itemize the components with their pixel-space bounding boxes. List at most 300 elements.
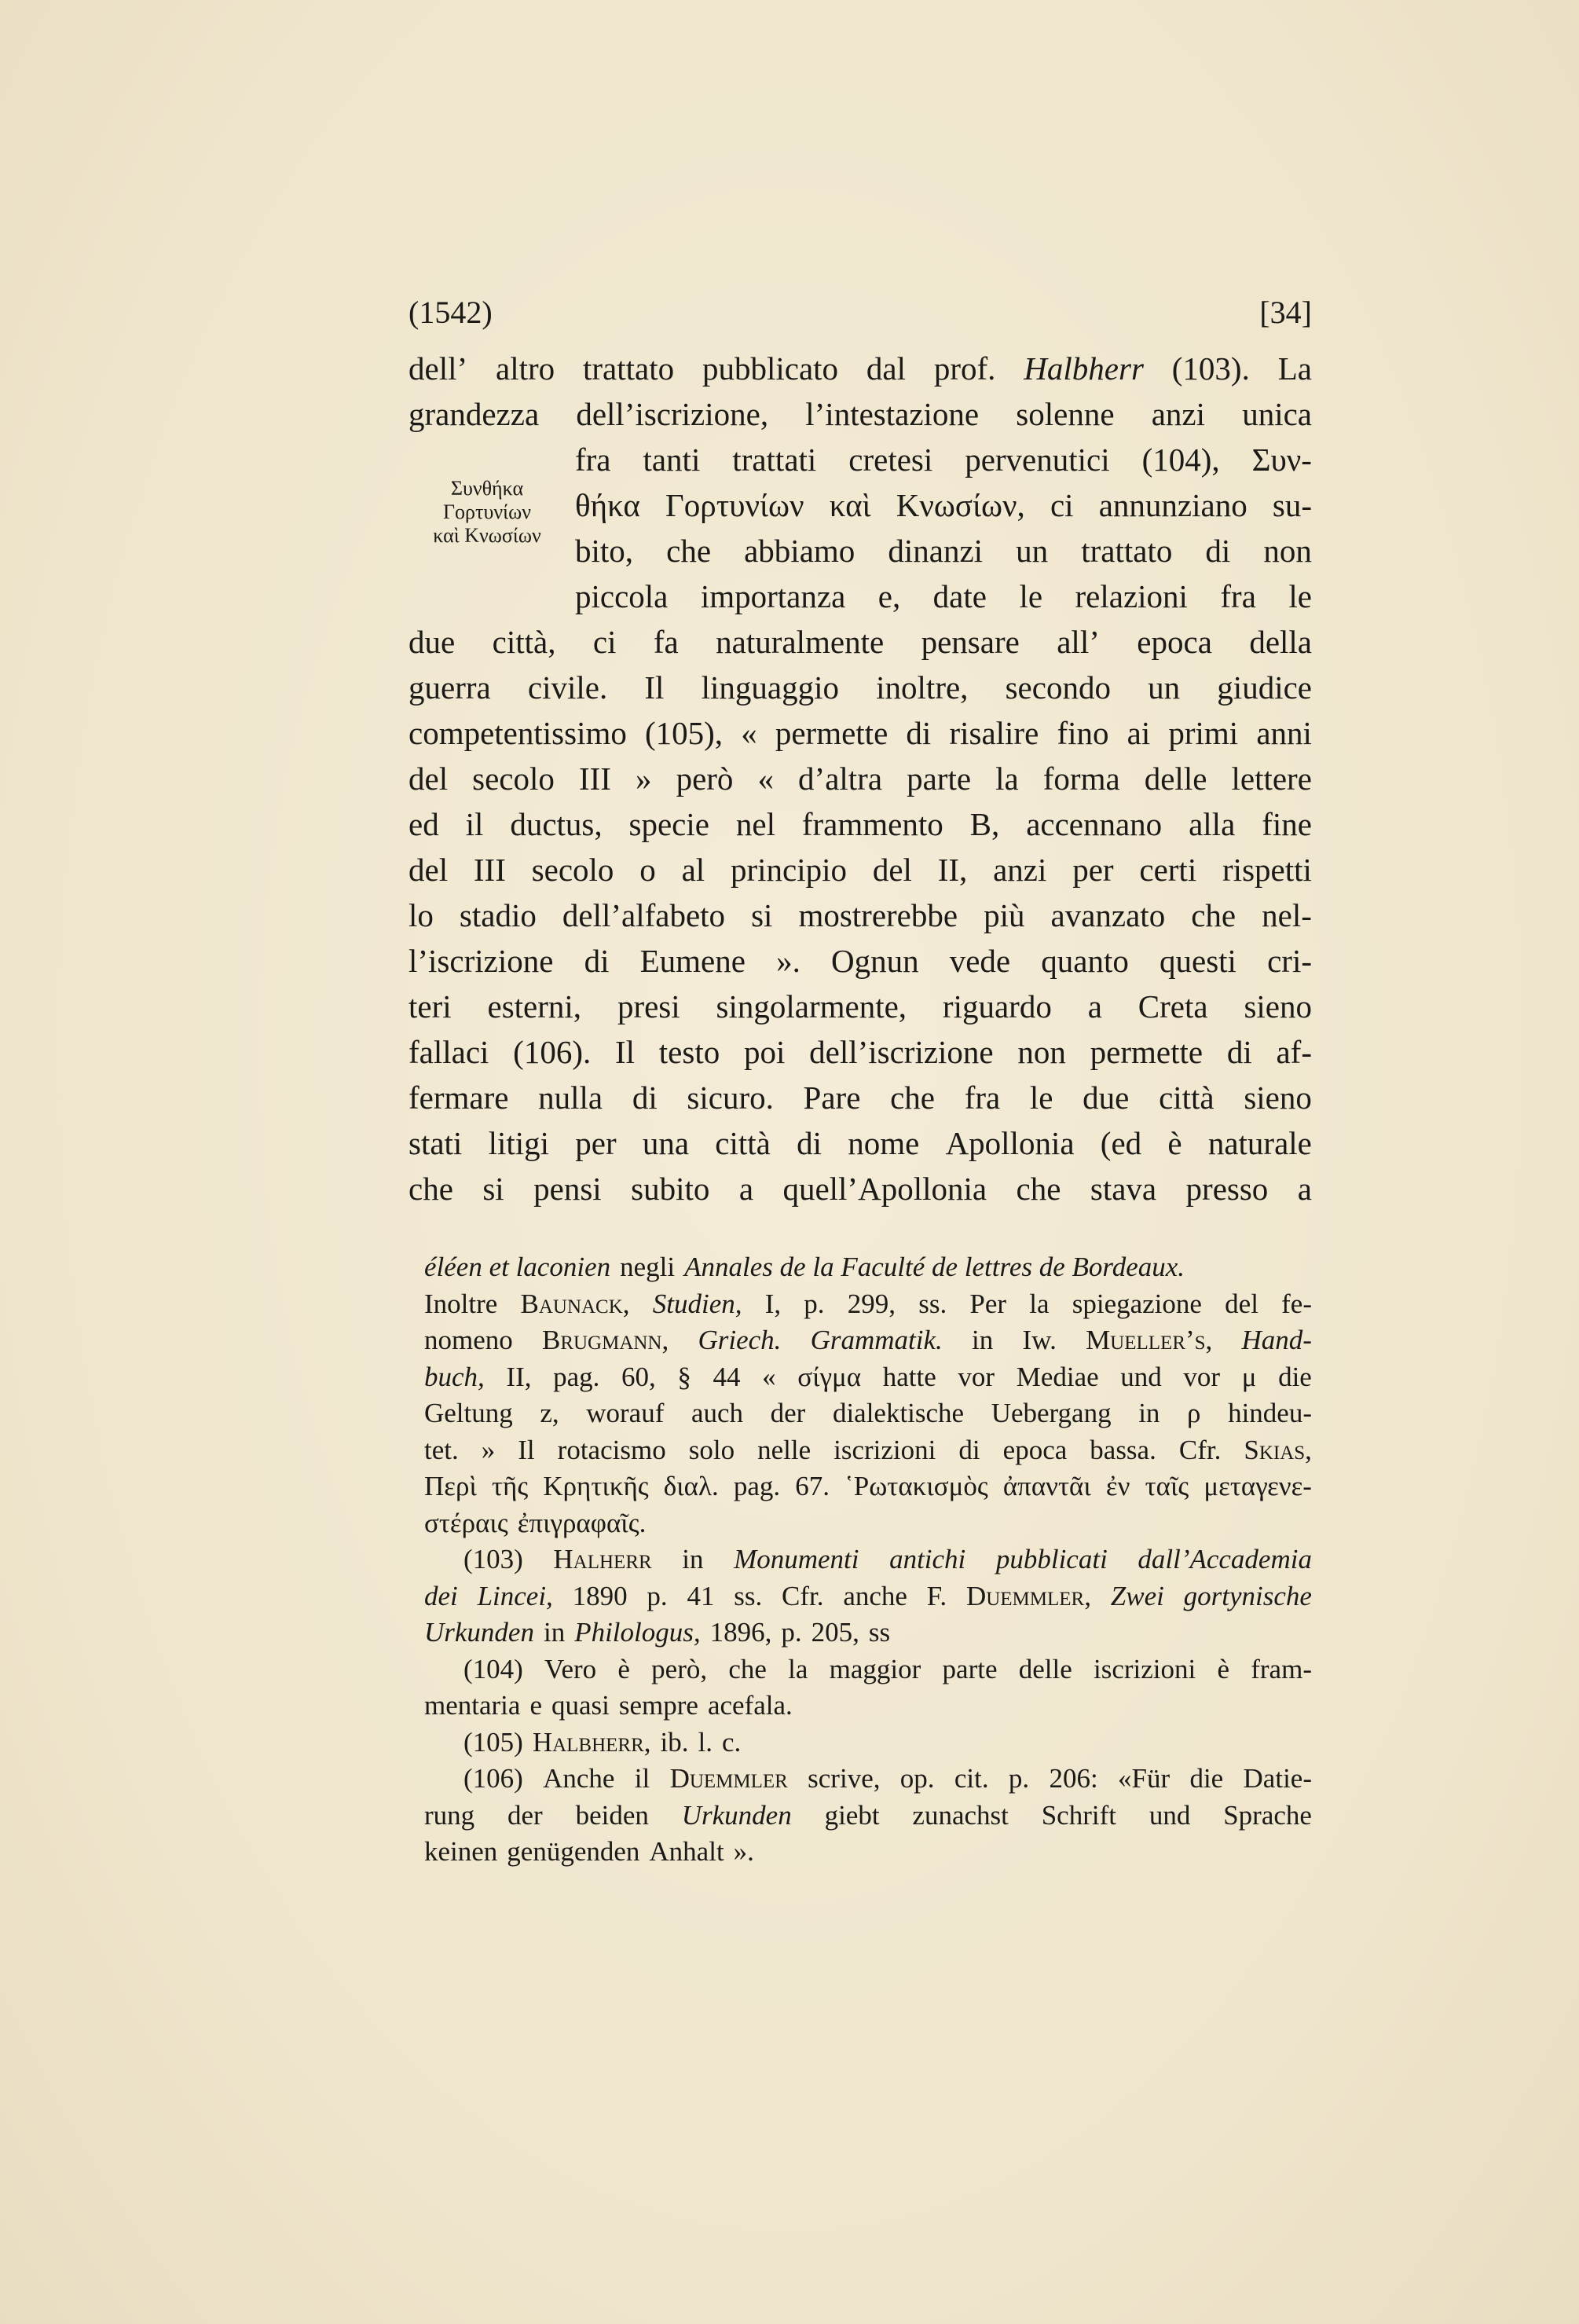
footnote-line [463,1651,1312,1688]
word: specie [628,806,709,842]
word: annunziano [1098,487,1247,523]
word: hatte [882,1361,936,1392]
word: Il [614,1034,636,1070]
word: Zwei [1110,1580,1164,1611]
word: z, [540,1398,559,1428]
word: Il [644,669,665,706]
word: buch, [424,1361,485,1392]
word: risalire [949,715,1039,751]
word: ib. [660,1726,689,1758]
word: μεταγενε- [1203,1471,1312,1501]
word: a [1297,1171,1312,1207]
word: (103). [1171,350,1250,387]
word: F. [926,1580,947,1611]
word: teri [408,988,452,1025]
word: quasi [551,1690,610,1721]
word: I, [764,1288,782,1319]
word: dell’iscrizione [809,1034,994,1070]
word: gortynische [1183,1580,1312,1611]
word: un [1016,533,1049,569]
word: però, [651,1653,708,1684]
word: la [1029,1288,1050,1319]
word: mentaria [424,1690,521,1721]
word: è [1167,1125,1182,1161]
word: secolo [531,852,614,888]
word: pervenutici [965,442,1110,478]
footnote-line [424,1578,1312,1615]
word: certi [1139,852,1197,888]
word: le [1288,578,1312,614]
word: Duemmler, [965,1580,1091,1611]
word: unica [1242,396,1312,432]
word: nel- [1262,897,1312,933]
word: ταῖς [1145,1471,1189,1501]
word: sempre [618,1690,698,1721]
word: nulla [538,1080,603,1116]
word: fermare [408,1080,509,1116]
word: del [408,852,449,888]
footnotes [424,1249,1312,1871]
word: διαλ. [663,1471,719,1501]
word: Datie- [1243,1763,1312,1794]
word: ». [733,1836,754,1867]
footnote-line [424,1359,1312,1396]
word: keinen [424,1836,498,1867]
word: testo [658,1034,720,1070]
word: naturalmente [716,624,885,660]
word: Mueller’s, [1086,1325,1213,1355]
word: nome [848,1125,920,1161]
word: Grammatik. [810,1325,943,1355]
word: parte [942,1653,998,1684]
word: 67. [795,1471,830,1501]
word: piccola [575,578,669,614]
word: Hand- [1241,1325,1312,1355]
word: città [1159,1080,1214,1116]
word: 1896, [709,1617,772,1648]
text-line [408,984,1312,1029]
word: sieno [1244,988,1312,1025]
word: 205, [811,1617,859,1648]
word: auch [691,1398,744,1428]
word: per [575,1125,617,1161]
word: però [676,761,734,797]
word: ἐν [1105,1471,1130,1501]
word: del [1225,1288,1258,1319]
word: pag. [733,1471,781,1501]
word: rung [424,1799,475,1831]
word: (104) [463,1653,523,1684]
word: dall’Accademia [1138,1544,1312,1574]
word: accennano [1026,806,1163,842]
word: acefala. [707,1690,793,1721]
footnote-line [424,1798,1312,1835]
word: permette [1090,1034,1203,1070]
word: trattati [732,442,817,478]
footnote-line [424,1395,1312,1432]
word: nel [735,806,775,842]
word: § [677,1361,691,1392]
word: Περὶ [424,1471,477,1501]
word: esterni, [487,988,582,1025]
word: in [972,1325,994,1355]
text-line [408,1075,1312,1120]
text-line [408,801,1312,847]
word: di [632,1080,658,1116]
word: 206: [1049,1763,1098,1794]
word: dei [424,1580,458,1611]
word: epoca [1137,624,1212,660]
footnote-line [424,1468,1312,1505]
word: del [872,852,912,888]
word: καὶ [829,487,871,523]
word: beiden [575,1799,649,1831]
word: ἀπαντᾶι [1002,1471,1091,1501]
word: che [728,1653,767,1684]
text-line [408,756,1312,801]
word: anzi [1151,396,1206,432]
word: che [1191,897,1236,933]
word: è [617,1653,630,1684]
word: in [682,1544,704,1574]
word: è [1217,1653,1230,1684]
text-line [408,710,1312,756]
word: στέραις [424,1507,508,1538]
word: 299, [847,1288,896,1319]
word: Griech. [698,1325,782,1355]
word: und [1120,1361,1162,1392]
footnote-line [424,1505,1312,1542]
word: c. [721,1726,742,1758]
word: ρ [1187,1398,1201,1428]
word: forma [1042,761,1120,797]
word: principio [730,852,847,888]
word: parte [907,761,972,797]
word: II, [937,852,968,888]
word: le [1019,578,1043,614]
word: Apollonia [945,1125,1075,1161]
word: p. [804,1288,825,1319]
word: poi [743,1034,786,1070]
word: antichi [889,1544,966,1574]
word: lo [408,897,434,933]
word: o [639,852,656,888]
word: ss. [918,1288,947,1319]
word: maggior [829,1653,921,1684]
word: zunachst [912,1799,1009,1831]
text-line [575,574,1312,619]
text-line [408,1029,1312,1075]
text-line [408,1166,1312,1211]
word: dell’iscrizione, [576,396,769,432]
word: prof. [933,350,996,387]
word: éléen et laconien [424,1252,611,1282]
word: non [1263,533,1312,569]
word: genügenden [507,1836,640,1867]
word: hindeu- [1228,1398,1312,1428]
word: fallaci [408,1034,489,1070]
word: Baunack, [520,1288,630,1319]
word: relazioni [1075,578,1188,614]
word: presso [1185,1171,1269,1207]
margin-line: καὶ Κνωσίων [433,524,541,547]
word: quell’Apollonia [782,1171,987,1207]
word: der [770,1398,806,1428]
footnote-line [424,1688,1312,1725]
word: singolarmente, [716,988,907,1025]
word: di [1205,533,1231,569]
word: Halbherr, [532,1726,651,1758]
word: cri- [1267,943,1312,979]
word: solo [688,1434,735,1465]
page-number-left: (1542) [408,295,493,330]
margin-line: Συνθήκα [450,477,524,500]
word: die [1278,1361,1312,1392]
word: « [757,761,774,797]
word: questi [1160,943,1236,979]
word: dell’alfabeto [562,897,726,933]
word: scrive, [808,1763,881,1794]
word: Annales de la Faculté de lettres de Bordeaux. [684,1252,1185,1282]
word: Ognun [830,943,919,979]
word: (105) [463,1726,523,1758]
word: fe- [1281,1288,1312,1319]
word: μ [1241,1361,1257,1392]
word: solenne [1016,396,1115,432]
word: secondo [1005,669,1111,706]
word: cretesi [848,442,933,478]
word: τῆς [491,1471,529,1501]
word: Monumenti [734,1544,859,1574]
word: altro [496,350,555,387]
word: (105), [645,715,724,751]
word: Iw. [1022,1325,1057,1355]
word: all’ [1057,624,1100,660]
word: giudice [1217,669,1312,706]
word: giebt [824,1799,880,1831]
word: città, [492,624,556,660]
footnote-line [463,1541,1312,1578]
word: Skias, [1244,1434,1312,1465]
word: fra [575,442,611,478]
word: die [1189,1763,1224,1794]
word: Lincei, [477,1580,553,1611]
word: che [1016,1171,1061,1207]
word: per [1072,852,1114,888]
word: secolo [472,761,555,797]
word: si [751,897,773,933]
word: competentissimo [408,715,627,751]
word: pubblicati [995,1544,1108,1574]
main-text [408,346,1312,1211]
word: 60, [621,1361,656,1392]
margin-line: Γορτυνίων [443,500,531,523]
word: di [797,1125,822,1161]
word: iscrizioni [833,1434,936,1465]
word: » [636,761,652,797]
word: presi [617,988,680,1025]
word: due [1083,1080,1130,1116]
word: « [741,715,757,751]
word: Philologus, [574,1617,701,1648]
word: più [984,897,1025,933]
word: Συν- [1251,442,1312,478]
word: anzi [993,852,1047,888]
word: frammento [801,806,943,842]
word: fa [653,624,679,660]
word: subito [631,1171,710,1207]
word: al [681,852,705,888]
text-line [408,665,1312,710]
word: importanza [700,578,846,614]
word: Anhalt [649,1836,724,1867]
word: 44 [713,1361,741,1392]
word: grandezza [408,396,540,432]
word: l’iscrizione [408,943,554,979]
word: trattato [583,350,675,387]
word: (103) [463,1544,523,1574]
word: ss [868,1617,891,1648]
word: non [1017,1034,1066,1070]
footnote-line [424,1834,1312,1871]
word: σίγμα [797,1361,862,1392]
word: 41 [687,1580,715,1611]
word: vor [1183,1361,1221,1392]
word: Per [969,1288,1007,1319]
word: fino [1057,715,1109,751]
word: fra [1220,578,1256,614]
word: riguardo [942,988,1052,1025]
word: sieno [1244,1080,1312,1116]
word: che [666,533,712,569]
word: alla [1189,806,1236,842]
word: Κρητικῆς [543,1471,649,1501]
text-line [575,482,1312,528]
word: anche [843,1580,907,1611]
word: spiegazione [1072,1288,1202,1319]
text-line [408,847,1312,893]
word: litigi [488,1125,550,1161]
footnote-line [424,1615,1312,1651]
word: fram- [1251,1653,1312,1684]
word: Uebergang [991,1398,1112,1428]
word: dal [866,350,907,387]
word: worauf [586,1398,665,1428]
word: Brugmann, [541,1325,669,1355]
text-line [408,1120,1312,1166]
word: primi [1168,715,1239,751]
word: fra [964,1080,1001,1116]
word: θήκα [575,487,640,523]
word: Halherr [553,1544,652,1574]
word: delle [1144,761,1207,797]
word: permette [775,715,888,751]
word: a [738,1171,754,1207]
word: Pare [803,1080,861,1116]
word: nomeno [424,1325,513,1355]
running-header [408,297,1312,328]
word: fine [1262,806,1312,842]
word: Κνωσίων, [896,487,1025,523]
footnote-line [463,1761,1312,1798]
text-line [408,391,1312,437]
word: » [481,1434,496,1465]
word: la [788,1653,808,1684]
word: lettere [1231,761,1312,797]
word: le [1029,1080,1053,1116]
word: civile. [527,669,608,706]
word: der [507,1799,543,1831]
word: d’altra [798,761,883,797]
word: avanzato [1050,897,1166,933]
word: quanto [1041,943,1129,979]
footnote-line [424,1286,1312,1323]
word: p. [1008,1763,1030,1794]
footnote-line [463,1725,1312,1761]
word: un [1148,669,1181,706]
word: il [634,1763,650,1794]
word: bassa. [1090,1434,1156,1465]
word: (106) [463,1763,523,1794]
word: la [995,761,1019,797]
word: III [473,852,506,888]
word: trattato [1081,533,1173,569]
footnote-line [424,1432,1312,1469]
word: op. [899,1763,935,1794]
word: Duemmler [669,1763,788,1794]
word: pensare [921,624,1020,660]
word: due [408,624,456,660]
text-line [575,437,1312,482]
word: in [1138,1398,1160,1428]
word: La [1277,350,1312,387]
word: di [906,715,932,751]
text-line [408,619,1312,665]
word: ss. [734,1580,763,1611]
word: anni [1256,715,1312,751]
word: Creta [1138,988,1208,1025]
word: delle [1018,1653,1072,1684]
word: inoltre, [876,669,969,706]
word: Inoltre [424,1288,498,1319]
word: Sprache [1223,1799,1312,1831]
word: Vero [544,1653,597,1684]
footnote-line [424,1249,1312,1286]
word: und [1149,1799,1191,1831]
footnote-line [424,1322,1312,1359]
word: guerra [408,669,491,706]
word: Studien, [652,1288,742,1319]
word: nelle [757,1434,811,1465]
word: Il [518,1434,535,1465]
page-number-right: [34] [1259,295,1312,330]
word: Anche [543,1763,615,1794]
word: che [408,1171,453,1207]
word: bito, [575,533,634,569]
word: Cfr. [1178,1434,1222,1465]
word: su- [1272,487,1312,523]
word: di [1226,1034,1252,1070]
word: date [932,578,987,614]
word: tet. [424,1434,459,1465]
word: pensi [533,1171,602,1207]
text-line [408,346,1312,391]
word: e, [877,578,901,614]
word: della [1249,624,1312,660]
word: abbiamo [744,533,855,569]
word: dell’ [408,350,468,387]
word: città [715,1125,771,1161]
